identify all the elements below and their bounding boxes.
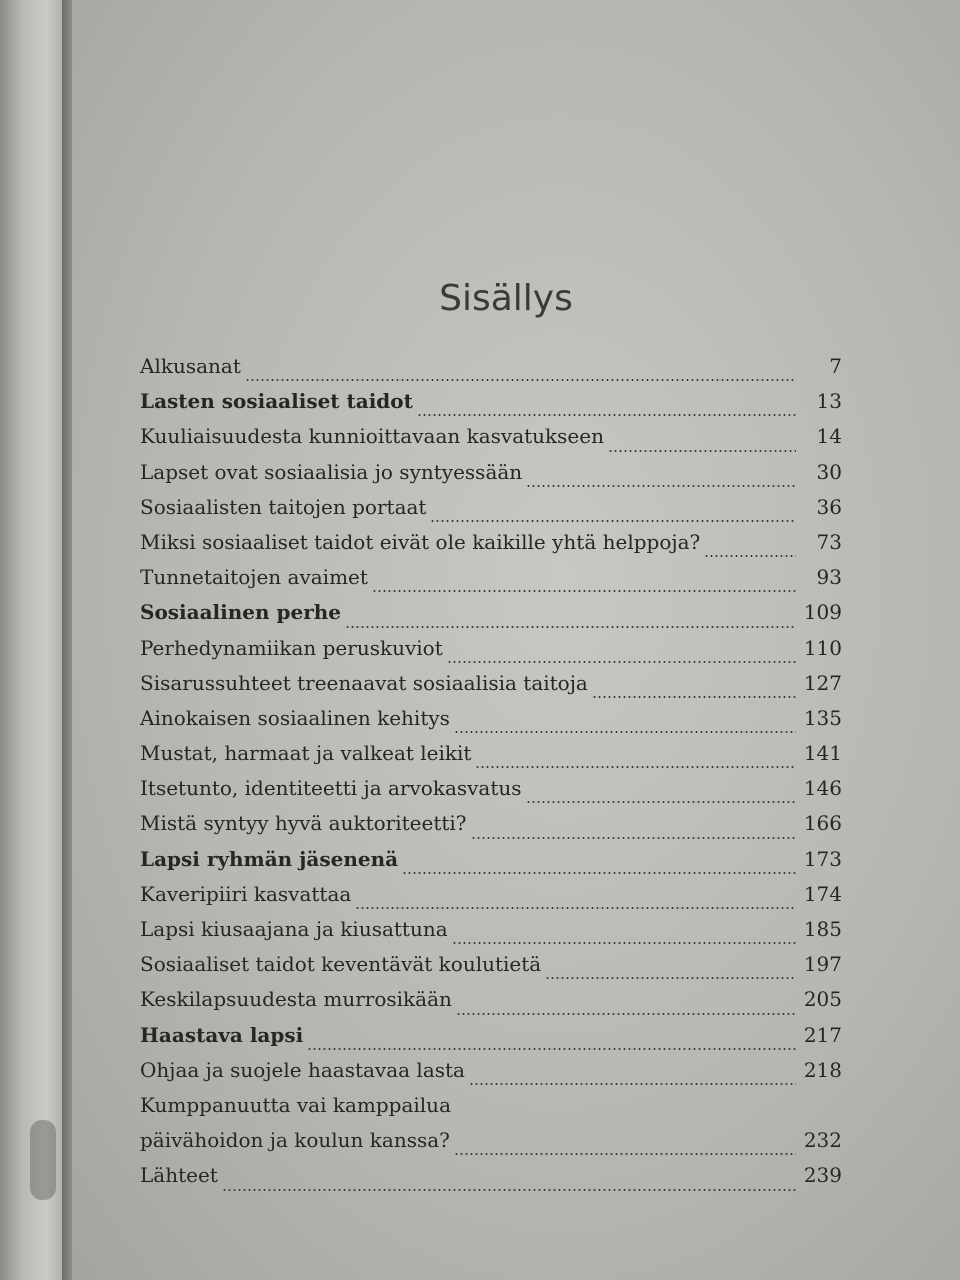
- toc-leader-dots: [526, 485, 796, 487]
- toc-entry-title: Kuuliaisuudesta kunnioittavaan kasvatukseen: [140, 424, 604, 449]
- toc-entry: [140, 776, 842, 811]
- toc-entry-title: päivähoidon ja koulun kanssa?: [140, 1128, 450, 1153]
- toc-entry: [140, 600, 842, 635]
- toc-entry-page: 7: [829, 354, 842, 378]
- toc-entry-title: Lapsi kiusaajana ja kiusattuna: [140, 917, 448, 941]
- toc-entry-page: 110: [803, 635, 842, 660]
- toc-entry-page: 185: [803, 917, 842, 941]
- toc-entry: [140, 671, 842, 706]
- toc-leader-dots: [526, 801, 796, 803]
- toc-entry-page: 14: [816, 424, 842, 449]
- toc-entry: [140, 987, 842, 1022]
- toc-entry-title: Sosiaaliset taidot keventävät koulutietä: [140, 952, 542, 977]
- toc-entry-page: 93: [816, 565, 842, 590]
- toc-entry-title: Mustat, harmaat ja valkeat leikit: [140, 741, 472, 766]
- toc-entry-page: 135: [803, 705, 842, 730]
- toc-entry: [140, 1128, 842, 1163]
- toc-leader-dots: [456, 1013, 796, 1015]
- toc-entry-page: 205: [803, 987, 842, 1012]
- toc-leader-dots: [545, 977, 796, 979]
- toc-entry: [140, 917, 842, 952]
- toc-entry: [140, 424, 842, 459]
- toc-leader-dots: [307, 1048, 796, 1050]
- toc-leader-dots: [469, 1083, 796, 1085]
- toc-leader-dots: [222, 1189, 796, 1191]
- toc-leader-dots: [592, 696, 796, 698]
- toc-leader-dots: [447, 661, 796, 663]
- toc-leader-dots: [454, 731, 796, 733]
- toc-entry-page: 217: [803, 1022, 842, 1047]
- toc-entry-page: 109: [803, 600, 842, 625]
- toc-entry-page: 218: [803, 1057, 842, 1082]
- toc-entry: [140, 636, 842, 671]
- toc-entry: [140, 811, 842, 846]
- toc-entry-title: Sosiaalinen perhe: [140, 600, 342, 625]
- toc-entry-title: Alkusanat: [140, 354, 241, 378]
- toc-entry-title: Sosiaalisten taitojen portaat: [140, 494, 427, 519]
- toc-entry-title: Kaveripiiri kasvattaa: [140, 881, 352, 906]
- toc-leader-dots: [345, 626, 796, 628]
- toc-leader-dots: [454, 1153, 796, 1155]
- toc-leader-dots: [355, 907, 796, 909]
- previous-page-edge: [0, 0, 66, 1280]
- page-title: Sisällys: [439, 278, 573, 319]
- toc-entry-title: Keskilapsuudesta murrosikään: [140, 987, 452, 1012]
- toc-leader-dots: [402, 872, 796, 874]
- toc-leader-dots: [245, 379, 796, 381]
- toc-entry-page: 141: [803, 741, 842, 766]
- toc-leader-dots: [430, 520, 796, 522]
- toc-entry-page: 36: [816, 494, 842, 519]
- toc-entry: [140, 495, 842, 530]
- toc-entry: [140, 1023, 842, 1058]
- toc-entry-title: Miksi sosiaaliset taidot eivät ole kaikille yhtä helppoja?: [140, 529, 701, 554]
- toc-entry-page: 146: [803, 776, 842, 801]
- toc-entry: [140, 389, 842, 424]
- toc-entry-page: 173: [803, 846, 842, 871]
- page-edge-mark: [30, 1120, 56, 1200]
- toc-entry-page: 30: [816, 459, 842, 484]
- toc-entry: [140, 354, 842, 389]
- toc-entry-title: Kumppanuutta vai kamppailua: [140, 1092, 451, 1117]
- toc-entry-title: Tunnetaitojen avaimet: [140, 565, 368, 590]
- toc-leader-dots: [471, 837, 796, 839]
- toc-entry-page: 127: [803, 670, 842, 695]
- toc-entry-title: Perhedynamiikan peruskuviot: [140, 635, 443, 660]
- toc-entry-title: Ainokaisen sosiaalinen kehitys: [140, 705, 450, 730]
- toc-entry: [140, 1163, 842, 1198]
- toc-entry-page: 73: [816, 529, 842, 554]
- contents-page: [72, 0, 960, 1280]
- toc-entry-page: 13: [816, 389, 842, 414]
- toc-entry-title: Haastava lapsi: [140, 1022, 304, 1047]
- toc-leader-dots: [704, 555, 796, 557]
- toc-leader-dots: [608, 450, 796, 452]
- toc-entry-title: Sisarussuhteet treenaavat sosiaalisia taitoja: [140, 670, 588, 695]
- toc-entry-title: Lasten sosiaaliset taidot: [140, 389, 413, 414]
- toc-entry: [140, 460, 842, 495]
- table-of-contents: [140, 354, 842, 1199]
- toc-leader-dots: [417, 414, 796, 416]
- toc-entry: [140, 565, 842, 600]
- toc-entry: [140, 706, 842, 741]
- toc-entry: [140, 1058, 842, 1093]
- toc-entry: [140, 1093, 842, 1128]
- toc-leader-dots: [475, 766, 796, 768]
- toc-entry-page: 166: [803, 811, 842, 836]
- toc-entry: [140, 882, 842, 917]
- toc-entry-title: Lähteet: [140, 1163, 218, 1188]
- toc-entry-page: 197: [803, 952, 842, 977]
- toc-leader-dots: [452, 942, 796, 944]
- toc-leader-dots: [372, 590, 796, 592]
- toc-entry-title: Mistä syntyy hyvä auktoriteetti?: [140, 811, 467, 836]
- toc-entry-page: 239: [803, 1163, 842, 1188]
- toc-entry: [140, 741, 842, 776]
- toc-entry-title: Lapsi ryhmän jäsenenä: [140, 846, 399, 871]
- toc-entry: [140, 847, 842, 882]
- toc-entry-title: Ohjaa ja suojele haastavaa lasta: [140, 1057, 465, 1082]
- toc-entry: [140, 530, 842, 565]
- toc-entry-page: 174: [803, 881, 842, 906]
- toc-entry: [140, 952, 842, 987]
- toc-entry-page: 232: [803, 1128, 842, 1153]
- toc-entry-title: Itsetunto, identiteetti ja arvokasvatus: [140, 776, 522, 801]
- toc-entry-title: Lapset ovat sosiaalisia jo syntyessään: [140, 459, 523, 484]
